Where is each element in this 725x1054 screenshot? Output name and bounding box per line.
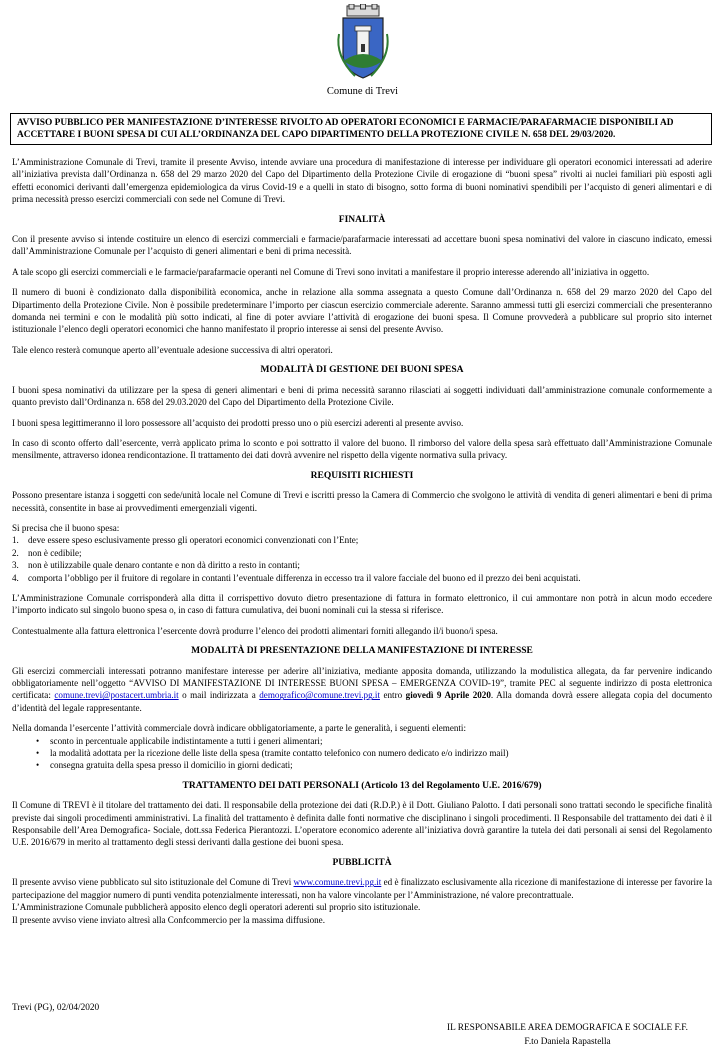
paragraph: Nella domanda l’esercente l’attività commerciale dovrà indicare obbligatoriamente, a parte le generalità, i seguenti elementi: bbox=[12, 723, 466, 734]
section-heading-requisiti: REQUISITI RICHIESTI bbox=[310, 470, 414, 481]
section-heading-finalita: FINALITÀ bbox=[338, 214, 386, 225]
paragraph: L’Amministrazione Comunale pubblicherà apposito elenco degli operatori aderenti sul proprio sito istituzionale. bbox=[12, 902, 421, 913]
paragraph: Gli esercizi commerciali interessati potranno manifestare interesse per aderire all’iniziativa, mediante apposita domanda, utilizzando la modulistica allegata, da far pervenire indicando obbligatoriamente nell’oggetto “AVVISO DI MANIFESTAZIONE DI INTERESSE BUONI SPESA – EMERGENZA COVID-19”, tramite PEC al seguente indirizzo di posta elettronica certificata: comune.trevi@postacert.umbria.it o mail indirizzata a demografico@comune.trevi.pg.it entro giovedì 9 Aprile 2020. Alla domanda dovrà essere allegata copia del documento d’identità del legale rappresentante. bbox=[12, 665, 712, 713]
list-item: • la modalità adottata per la ricezione delle liste della spesa (tramite contatto telefonico con numero dedicato e/o indirizzo mail) bbox=[36, 748, 509, 759]
signer-name: F.to Daniela Rapastella bbox=[524, 1037, 611, 1047]
list-item: 3. non è utilizzabile quale denaro contante e non dà diritto a resto in contanti; bbox=[12, 560, 300, 571]
list-item: 1. deve essere speso esclusivamente presso gli operatori economici convenzionati con l’Ente; bbox=[12, 535, 359, 546]
section-heading-privacy: TRATTAMENTO DEI DATI PERSONALI (Articolo 13 del Regolamento U.E. 2016/679) bbox=[182, 780, 542, 791]
document-header bbox=[0, 4, 725, 97]
section-heading-presentazione: MODALITÀ DI PRESENTAZIONE DELLA MANIFESTAZIONE DI INTERESSE bbox=[191, 646, 533, 657]
municipality-name: Comune di Trevi bbox=[326, 86, 399, 97]
paragraph: I buoni spesa legittimeranno il loro possessore all’acquisto dei prodotti presso uno o più esercizi aderenti al presente avviso. bbox=[12, 417, 464, 428]
paragraph: Con il presente avviso si intende costituire un elenco di esercizi commerciali e farmacie/parafarmacie interessati ad accettare buoni spesa nominativi del valore in ciascuno indicato, emessi dall’Amministrazione Comunale per l’acquisto di generi alimentari e beni di prima necessità. bbox=[12, 234, 712, 257]
paragraph: Contestualmente alla fattura elettronica l’esercente dovrà produrre l’elenco dei prodotti alimentari forniti allegando il/i buono/i spesa. bbox=[12, 625, 498, 636]
list-item: • consegna gratuita della spesa presso il domicilio in giorni dedicati; bbox=[36, 760, 293, 771]
paragraph: Tale elenco resterà comunque aperto all’eventuale adesione successiva di altri operatori. bbox=[12, 344, 333, 355]
intro-paragraph: L’Amministrazione Comunale di Trevi, tramite il presente Avviso, intende avviare una procedura di manifestazione di interesse per individuare gli operatori economici interessati ad aderire all’iniziativa prevista dall’Ordinanza n. 658 del 29 marzo 2020 del Capo del Dipartimento della Protezione Civile di erogazione di “buoni spesa” rivolti ai nuclei familiari più esposti agli effetti economici derivanti dall’emergenza epidemiologica da virus Covid-19 e a quelli in stato di bisogno, sotto forma di buoni nominativi spendibili per l’acquisto di generi alimentari e di prima necessità presso esercizi commerciali con sede nel Comune di Trevi. bbox=[12, 157, 712, 205]
notice-title: AVVISO PUBBLICO PER MANIFESTAZIONE D’INTERESSE RIVOLTO AD OPERATORI ECONOMICI E FARMACIE/PARAFARMACIE DISPONIBILI AD ACCETTARE I BUONI SPESA DI CUI ALL’ORDINANZA DEL CAPO DIPARTIMENTO DELLA PROTEZIONE CIVILE N. 658 DEL 29/03/2020. bbox=[10, 113, 712, 145]
document-body bbox=[12, 156, 712, 926]
list-intro: Si precisa che il buono spesa: bbox=[12, 522, 120, 533]
signature-block bbox=[447, 1021, 688, 1049]
paragraph: Il Comune di TREVI è il titolare del trattamento dei dati. Il responsabile della protezione dei dati (R.D.P.) è il Dott. Giuliano Palotto. I dati personali sono trattati secondo le specifiche finalità previste dai singoli procedimenti amministrativi. La finalità del trattamento è definita dalle fonti normative che disciplinano i singoli procedimenti. Il Responsabile del trattamento dei dati è il Responsabile dell’Area Demografica- Sociale, dott.ssa Federica Pierantozzi. L’operatore economico aderente all’iniziativa dovrà garantire la tutela dei dati personali ai sensi del Regolamento U.E. 2016/679 in merito al trattamento degli stessi derivanti dalla gestione dei buoni spesa. bbox=[12, 800, 712, 848]
paragraph: I buoni spesa nominativi da utilizzare per la spesa di generi alimentari e beni di prima necessità saranno rilasciati ai soggetti individuati dall’amministrazione comunale conformemente a quanto previsto dall’Ordinanza n. 658 del 29.03.2020 del Capo del Dipartimento della Protezione Civile. bbox=[12, 384, 712, 408]
pec-email-link[interactable]: comune.trevi@postacert.umbria.it bbox=[54, 690, 179, 701]
numbered-list bbox=[12, 534, 712, 584]
place-date: Trevi (PG), 02/04/2020 bbox=[12, 1003, 100, 1013]
paragraph: Il presente avviso viene inviato altresì alla Confcommercio per la massima diffusione. bbox=[12, 914, 325, 925]
website-link[interactable]: www.comune.trevi.pg.it bbox=[293, 877, 382, 888]
paragraph: Il presente avviso viene pubblicato sul sito istituzionale del Comune di Trevi www.comune.trevi.pg.it ed è finalizzato esclusivamente alla ricezione di manifestazione di interesse per favorire la partecipazione del maggior numero di punti vendita potenzialmente interessati, non ha valore vincolante per l’Amministrazione, né valore precontrattuale. bbox=[12, 877, 712, 900]
paragraph: L’Amministrazione Comunale corrisponderà alla ditta il corrispettivo dovuto dietro presentazione di fattura in formato elettronico, il cui ammontare non potrà in alcun modo eccedere l’importo indicato sul singolo buono spesa o, in caso di fattura cumulativa, dei buoni nominali cui la stessa si riferisce. bbox=[12, 592, 712, 616]
paragraph: In caso di sconto offerto dall’esercente, verrà applicato prima lo sconto e poi sottratto il valore del buono. Il rimborso del valore della spesa sarà effettuato dall’Amministrazione Comunale mensilmente, attraverso idonea rendicontazione. Il trattamento dei dati dovrà avvenire nel rispetto della vigente normativa sulla privacy. bbox=[12, 437, 712, 461]
deadline: giovedì 9 Aprile 2020 bbox=[405, 690, 491, 701]
list-item: • sconto in percentuale applicabile indistintamente a tutti i generi alimentari; bbox=[36, 735, 323, 746]
paragraph: Possono presentare istanza i soggetti con sede/unità locale nel Comune di Trevi e iscritti presso la Camera di Commercio che svolgono le attività di vendita di generi alimentari e beni di prima necessità, consentite in base ai provvedimenti emergenziali vigenti. bbox=[12, 490, 712, 513]
bullet-list bbox=[12, 735, 712, 772]
paragraph: Il numero di buoni è condizionato dalla disponibilità economica, anche in relazione alla somma assegnata a questo Comune dall’Ordinanza n. 658 del 29 marzo 2020 del Capo del Dipartimento della Protezione Civile. Non è possibile predeterminare l’importo per ciascun esercizio commerciale aderente. Saranno ammessi tutti gli esercizi commerciali che presenteranno domanda nei termini e con le modalità più sotto indicati, al fine di poter avviare l’attività di erogazione dei buoni spesa. Il Comune provvederà a pubblicare sul proprio sito internet istituzionale l’elenco degli operatori economici che hanno manifestato il proprio interesse ai sensi del presente Avviso. bbox=[12, 287, 712, 335]
email-link[interactable]: demografico@comune.trevi.pg.it bbox=[259, 690, 380, 701]
coat-of-arms-icon bbox=[333, 4, 393, 82]
signer-role: IL RESPONSABILE AREA DEMOGRAFICA E SOCIALE F.F. bbox=[447, 1023, 688, 1033]
paragraph: A tale scopo gli esercizi commerciali e le farmacie/parafarmacie operanti nel Comune di Trevi sono invitati a manifestare il proprio interesse aderendo all’iniziativa in oggetto. bbox=[12, 266, 650, 277]
list-item: 4. comporta l’obbligo per il fruitore di regolare in contanti l’eventuale differenza in eccesso tra il valore facciale del buono ed il prezzo dei beni acquistati. bbox=[12, 572, 581, 583]
section-heading-pubblicita: PUBBLICITÀ bbox=[332, 857, 392, 868]
list-item: 2. non è cedibile; bbox=[12, 547, 82, 558]
section-heading-gestione: MODALITÀ DI GESTIONE DEI BUONI SPESA bbox=[260, 365, 464, 376]
